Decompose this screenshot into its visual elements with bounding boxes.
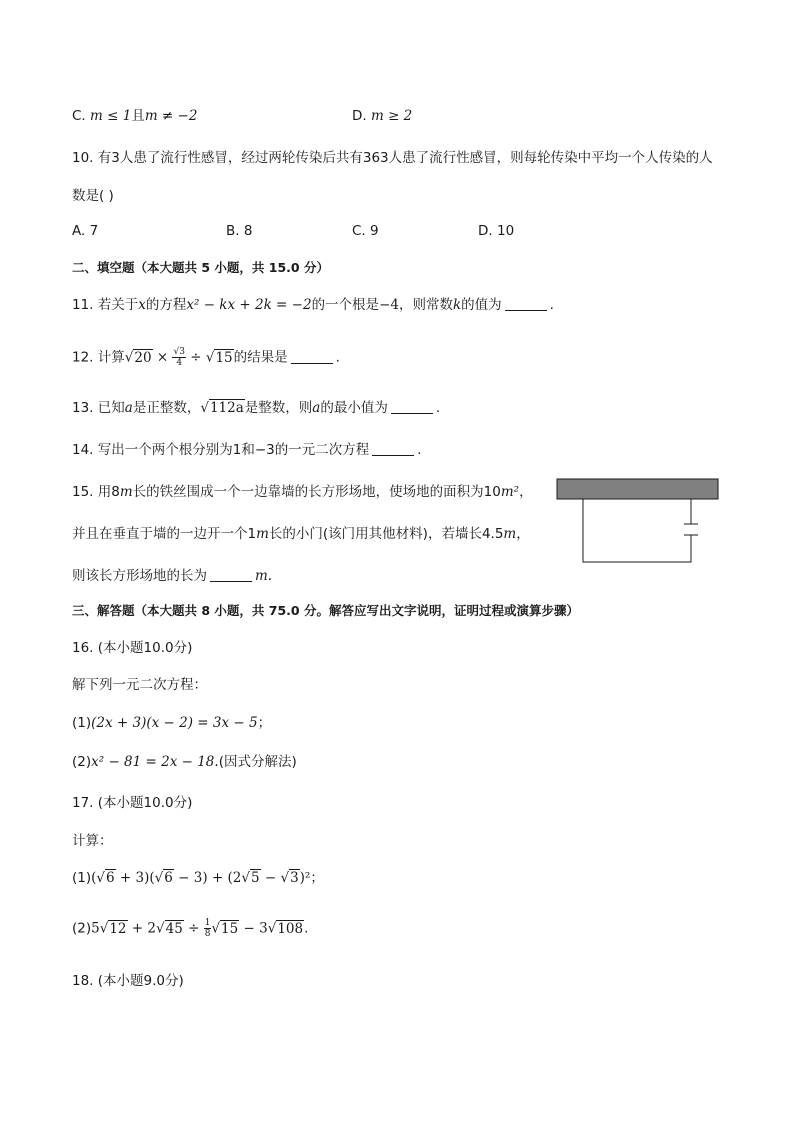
section-2-heading: 二、填空题（本大题共 5 小题，共 15.0 分） — [72, 260, 329, 275]
q17-fraction: $\frac{1}{8}$ — [204, 918, 211, 939]
q15-answer-blank[interactable] — [210, 567, 252, 582]
q10-option-d: D. 10 — [478, 223, 515, 239]
q10-line-1: 10. 有3人患了流行性感冒，经过两轮传染后共有363人患了流行性感冒，则每轮传染中平均一个人传染的人 — [72, 150, 713, 166]
section-3-heading: 三、解答题（本大题共 8 小题，共 75.0 分。解答应写出文字说明，证明过程或演算步骤） — [72, 603, 579, 618]
q17-intro: 计算： — [72, 833, 113, 849]
q16-part-2: (2)x² − 81 = 2x − 18.(因式分解法) — [72, 754, 297, 770]
q10-option-a: A. 7 — [72, 223, 99, 239]
q12-fraction: $\frac{√3}{4}$ — [173, 347, 185, 368]
q17-part-2: (2)5√12 + 2√45 ÷ $\frac{1}{8}$ √15 − 3√108. — [72, 918, 309, 939]
q14: 14. 写出一个两个根分别为1和−3的一元二次方程 . — [72, 442, 422, 458]
q15-line-1: 15. 用8m长的铁丝围成一个一边靠墙的长方形场地，使场地的面积为10m²， — [72, 484, 533, 500]
q10-option-b: B. 8 — [226, 223, 253, 239]
q15-line-3: 则该长方形场地的长为 m. — [72, 568, 273, 584]
q13-answer-blank[interactable] — [391, 399, 433, 414]
q18-heading: 18. (本小题9.0分) — [72, 973, 184, 989]
q16-part-1: (1)(2x + 3)(x − 2) = 3x − 5； — [72, 715, 272, 731]
q14-answer-blank[interactable] — [372, 441, 414, 456]
q16-heading: 16. (本小题10.0分) — [72, 640, 193, 656]
q10-option-c: C. 9 — [352, 223, 379, 239]
q11-answer-blank[interactable] — [505, 296, 547, 311]
q16-intro: 解下列一元二次方程： — [72, 677, 207, 693]
q15-field-diagram — [556, 478, 722, 566]
q12-answer-blank[interactable] — [291, 349, 333, 364]
q9-option-c: C. m ≤ 1且m ≠ −2 — [72, 108, 198, 124]
q11: 11. 若关于x的方程x² − kx + 2k = −2的一个根是−4，则常数k的值为 . — [72, 297, 554, 313]
q17-part-1: (1)(√6 + 3)(√6 − 3) + (2√5 − √3)²； — [72, 870, 324, 886]
field-fence — [583, 499, 691, 562]
q15-line-2: 并且在垂直于墙的一边开一个1m长的小门(该门用其他材料)，若墙长4.5m， — [72, 526, 530, 542]
q10-line-2: 数是( ) — [72, 188, 114, 204]
q9-option-d: D. m ≥ 2 — [352, 108, 413, 124]
q13: 13. 已知a是正整数，√112a是整数，则a的最小值为 . — [72, 400, 441, 416]
wall — [557, 479, 718, 499]
q17-heading: 17. (本小题10.0分) — [72, 795, 193, 811]
q12: 12. 计算√20 × $\frac{√3}{4}$ ÷ √15的结果是 . — [72, 347, 340, 368]
